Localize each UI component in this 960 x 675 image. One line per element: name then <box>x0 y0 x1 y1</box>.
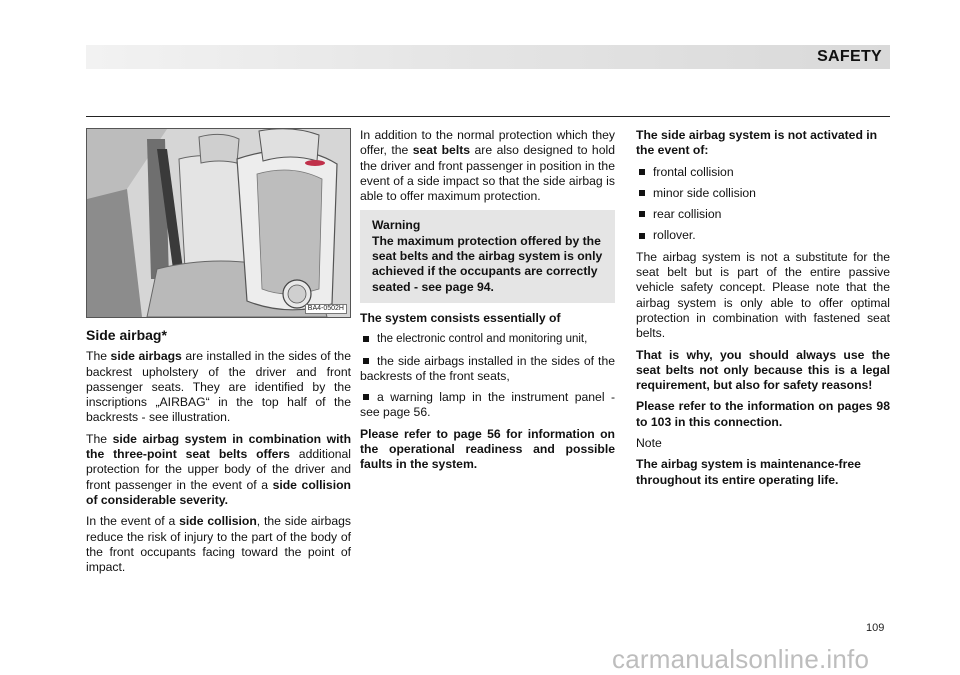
list-item-text: the electronic control and monitoring unit, <box>377 333 588 346</box>
list-item-text: minor side collision <box>653 185 756 200</box>
bold-text: side airbags <box>110 349 182 364</box>
bold-text: side collision of considerable severity. <box>86 477 351 507</box>
col1-paragraph-1 <box>86 349 351 425</box>
warning-title: Warning <box>372 218 421 233</box>
bullet-square-icon <box>639 211 645 217</box>
list-item <box>636 186 890 201</box>
list-item-text: frontal collision <box>653 164 734 179</box>
col1-paragraph-2 <box>86 432 351 508</box>
bullet-square-icon <box>363 358 369 364</box>
list-item <box>636 165 890 180</box>
col2-paragraph-1 <box>360 128 615 204</box>
not-activated-heading: The side airbag system is not activated in the event of: <box>636 128 878 158</box>
bullet-square-icon <box>363 394 369 400</box>
col3-paragraph-2: That is why, you should always use the seat belts not only because this is a legal requirement, but also for safety reasons! <box>636 347 890 393</box>
warning-body: The maximum protection offered by the seat belts and the airbag system is only achieved if the occupants are correctly seated - see page 94. <box>372 233 603 294</box>
figure-code: BA4-0502H <box>305 304 347 314</box>
top-rule <box>86 116 890 117</box>
column-1 <box>86 128 351 581</box>
list-item <box>360 332 615 347</box>
note-text: The airbag system is maintenance-free throughout its entire operating life. <box>636 457 861 487</box>
text: The <box>86 431 113 446</box>
list-item <box>360 390 615 421</box>
text: additional protection for the upper body of the driver and front passenger in the event of a <box>86 447 351 492</box>
bullet-square-icon <box>639 190 645 196</box>
bold-text: side airbag system in combination with the three-point seat belts offers <box>86 431 352 462</box>
side-airbag-heading: Side airbag* <box>86 327 167 343</box>
bold-text: side collision <box>179 514 257 529</box>
system-heading: The system consists essentially of <box>360 310 561 325</box>
header-band <box>86 45 890 69</box>
column-3 <box>636 128 890 494</box>
warning-box <box>360 210 615 302</box>
list-item <box>636 228 890 243</box>
bullet-square-icon <box>363 336 369 342</box>
text: In addition to the normal protection which they offer, the <box>360 128 615 158</box>
bullet-square-icon <box>639 233 645 239</box>
list-item-text: a warning lamp in the instrument panel - see page 56. <box>360 390 615 420</box>
text: The <box>86 349 111 364</box>
list-item-text: the side airbags installed in the sides of the backrests of the front seats, <box>360 353 615 383</box>
list-item <box>636 207 890 222</box>
seat-drawing <box>87 129 350 317</box>
list-item-text: rollover. <box>653 228 696 243</box>
page-number: 109 <box>866 622 885 634</box>
text: are also designed to hold the driver and front passenger in position in the event of a side impact so that the side airbag is able to offer maximum protection. <box>360 143 615 204</box>
note-label: Note <box>636 436 662 451</box>
col3-paragraph-1: The airbag system is not a substitute for the seat belt but is part of the entire passive vehicle safety concept. Please note that the airbag system is only able to offer optimal protection in combination with fastened seat belts. <box>636 249 890 341</box>
watermark: carmanualsonline.info <box>612 644 870 674</box>
bold-text: seat belts <box>412 143 471 158</box>
section-title: SAFETY <box>817 48 882 65</box>
seat-illustration <box>86 128 351 318</box>
text: , the side airbags reduce the risk of injury to the part of the body of the front occupants facing toward the point of impact. <box>86 514 351 575</box>
list-item <box>360 354 615 385</box>
bullet-square-icon <box>639 169 645 175</box>
refer-paragraph: Please refer to page 56 for information on the operational readiness and possible faults in the system. <box>360 426 615 472</box>
col1-paragraph-3 <box>86 514 351 575</box>
column-2 <box>360 128 615 479</box>
text: In the event of a <box>86 514 180 529</box>
text: are installed in the sides of the backrest upholstery of the driver and front passenger seats. They are identified by the inscriptions „AIRBAG“ in the top half of the backrests - see illustration. <box>86 349 351 425</box>
col3-paragraph-3: Please refer to the information on pages 98 to 103 in this connection. <box>636 399 890 429</box>
list-item-text: rear collision <box>653 207 722 222</box>
